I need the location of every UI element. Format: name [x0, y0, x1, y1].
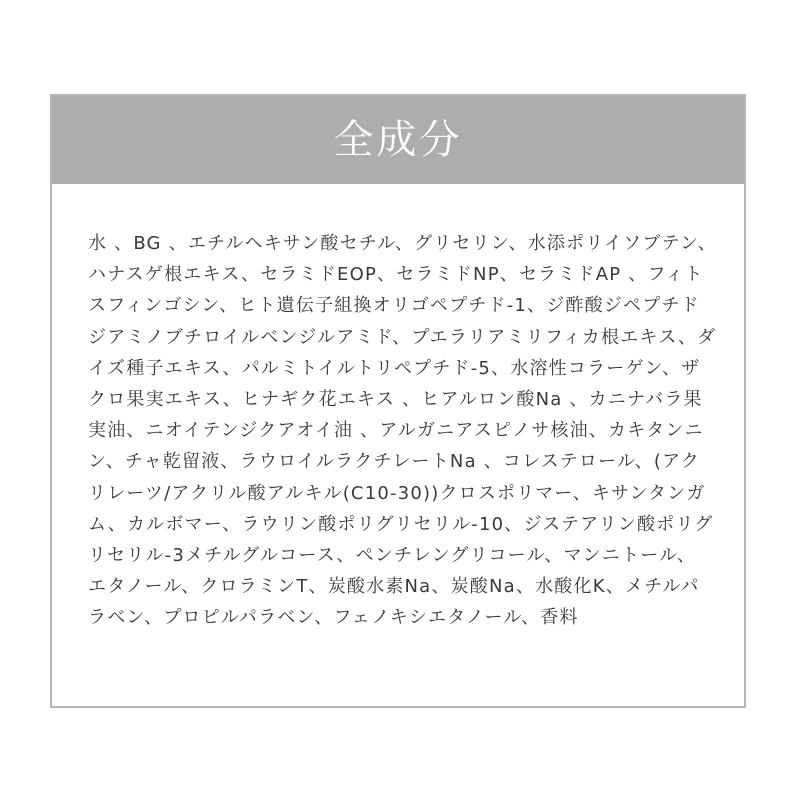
ingredients-card	[50, 94, 746, 708]
ingredients-list: 水 、BG 、エチルヘキサン酸セチル、グリセリン、水添ポリイソブテン、ハナスゲ根エキス、セラミドEOP、セラミドNP、セラミドAP 、フィトスフィンゴシン、ヒト遺伝子組換オリゴペプチド-1、ジ酢酸ジペプチドジアミノブチロイルベンジルアミド、プエラリアミリフィカ根エキス、ダイズ種子エキス、パルミトイルトリペプチド-5、水溶性コラーゲン、ザクロ果実エキス、ヒナギク花エキス 、ヒアルロン酸Na 、カニナバラ果実油、ニオイテンジクアオイ油 、アルガニアスピノサ核油、カキタンニン、チャ乾留液、ラウロイルラクチレートNa 、コレステロール、(アクリレーツ/アクリル酸アルキル(C10-30))クロスポリマー、キサンタンガム、カルボマー、ラウリン酸ポリグリセリル-10、ジステアリン酸ポリグリセリル-3メチルグルコース、ペンチレングリコール、マンニトール、 エタノール、クロラミンT、炭酸水素Na、炭酸Na、水酸化K、メチルパラベン、プロピルパラベン、フェノキシエタノール、香料	[88, 233, 717, 629]
card-header	[52, 96, 744, 184]
card-title: 全成分	[333, 117, 463, 163]
